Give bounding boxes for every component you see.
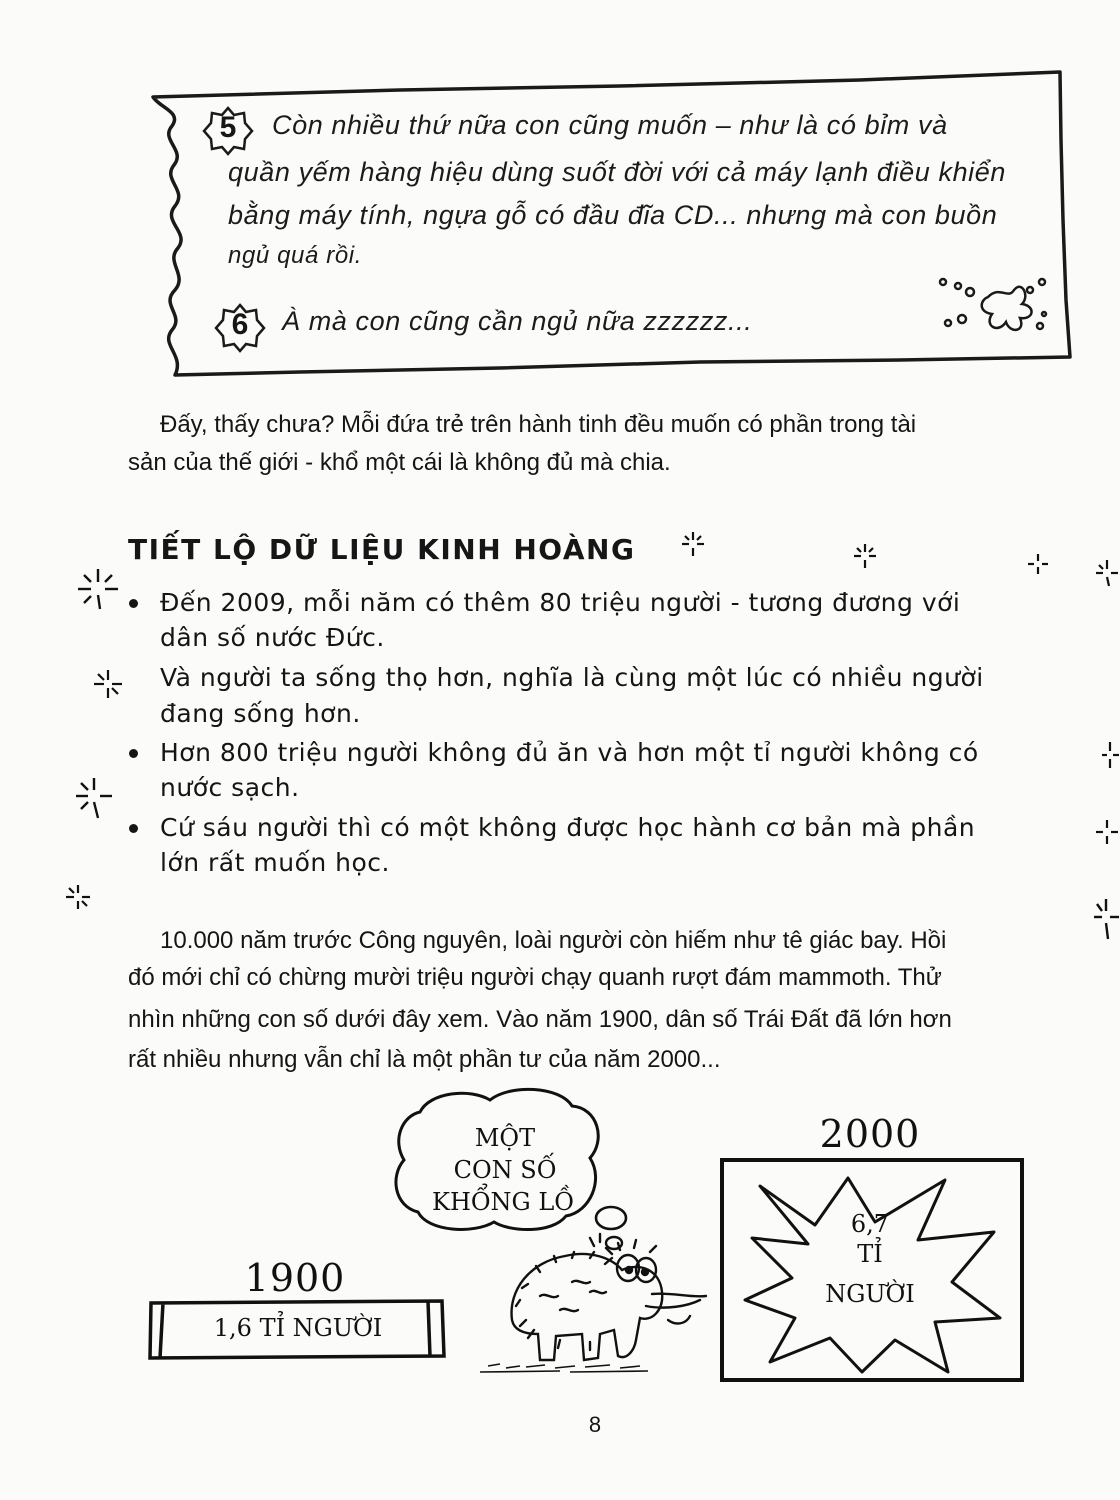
mammoth-drawing: [512, 1234, 706, 1360]
population-2000-line-3: NGƯỜI: [825, 1280, 915, 1308]
history-line-4: rất nhiều nhưng vẫn chỉ là một phần tư của năm 2000...: [128, 1046, 721, 1073]
section-title: TIẾT LỘ DỮ LIỆU KINH HOÀNG: [128, 533, 636, 566]
fact-1-line-2: dân số nước Đức.: [160, 623, 385, 652]
item-5-line-3: bằng máy tính, ngựa gỗ có đầu đĩa CD... nhưng mà con buồn: [228, 200, 998, 230]
item-5-badge: 5: [202, 105, 254, 157]
year-1900: 1900: [244, 1256, 346, 1300]
fact-3-line-1: Hơn 800 triệu người không đủ ăn và hơn một tỉ người không có: [160, 738, 979, 767]
intro-line-1: Đấy, thấy chưa? Mỗi đứa trẻ trên hành tinh đều muốn có phần trong tài: [160, 411, 917, 438]
year-2000: 2000: [819, 1112, 921, 1156]
fact-2-line-1: Và người ta sống thọ hơn, nghĩa là cùng một lúc có nhiều người: [160, 663, 984, 692]
item-6-text: À mà con cũng cần ngủ nữa zzzzzz...: [282, 306, 753, 336]
fact-4-line-1: Cứ sáu người thì có một không được học hành cơ bản mà phần: [160, 813, 976, 842]
history-line-1: 10.000 năm trước Công nguyên, loài người còn hiếm như tê giác bay. Hồi: [160, 927, 947, 954]
item-5-line-1: Còn nhiều thứ nữa con cũng muốn – như là có bỉm và: [272, 110, 948, 140]
fact-3-line-2: nước sạch.: [160, 773, 300, 802]
ground-lines: [480, 1364, 648, 1372]
page-number: 8: [588, 1412, 602, 1437]
population-1900: 1,6 TỈ NGƯỜI: [213, 1314, 383, 1342]
fact-2-line-2: đang sống hơn.: [160, 699, 361, 728]
intro-line-2: sản của thế giới - khổ một cái là không đủ mà chia.: [128, 449, 671, 476]
population-2000-line-2: TỈ: [857, 1240, 883, 1268]
fact-1-line-1: Đến 2009, mỗi năm có thêm 80 triệu người - tương đương với: [160, 588, 961, 617]
item-5-line-4: ngủ quá rồi.: [228, 242, 362, 269]
thought-line-1: MỘT: [474, 1124, 536, 1152]
population-2000-line-1: 6,7: [850, 1210, 890, 1238]
item-5-line-2: quần yếm hàng hiệu dùng suốt đời với cả máy lạnh điều khiển: [228, 157, 1007, 187]
history-line-2: đó mới chỉ có chừng mười triệu người chạy quanh rượt đám mammoth. Thử: [128, 964, 942, 991]
fact-4-line-2: lớn rất muốn học.: [160, 848, 390, 877]
thought-line-2: CON SỐ: [453, 1156, 557, 1184]
history-line-3: nhìn những con số dưới đây xem. Vào năm 1900, dân số Trái Đất đã lớn hơn: [128, 1006, 952, 1033]
thought-line-3: KHỔNG LỒ: [432, 1188, 574, 1216]
starburst: [745, 1178, 1000, 1372]
item-6-badge: 6: [214, 302, 266, 354]
